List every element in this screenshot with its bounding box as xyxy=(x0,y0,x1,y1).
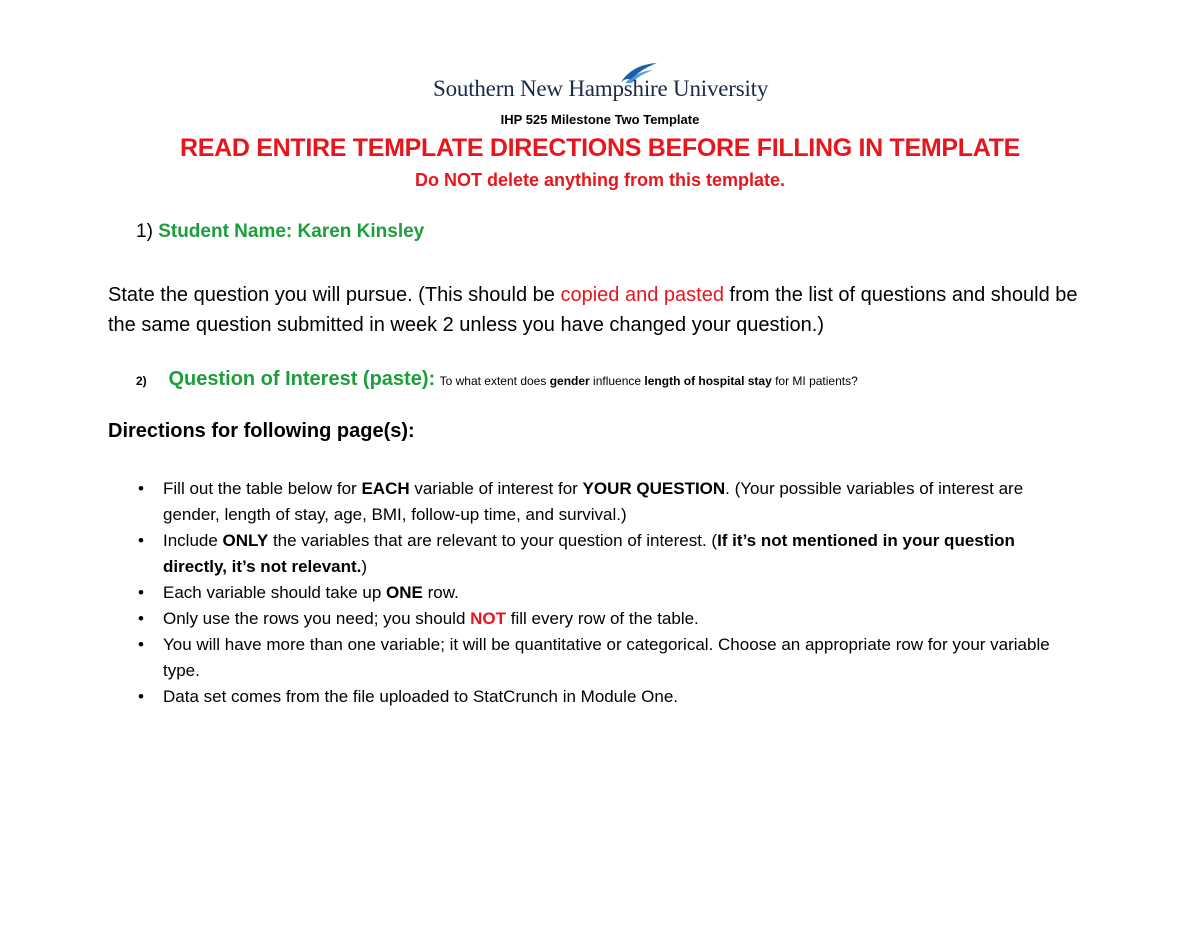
warning-subheading: Do NOT delete anything from this template. xyxy=(414,170,786,190)
list-text: Only use the rows you need; you should xyxy=(163,609,471,628)
question-text-bold: length of hospital stay xyxy=(644,374,772,388)
list-item xyxy=(135,606,1075,632)
bullet-icon: • xyxy=(138,479,144,498)
list-text: Include xyxy=(163,531,223,550)
list-item xyxy=(135,684,1075,710)
list-text: . (Your possible variables of interest are gender, length of stay, age, BMI, follow-up time, and survival.) xyxy=(163,479,1024,524)
list-item xyxy=(135,632,1075,684)
question-text-part: for MI patients? xyxy=(771,374,858,388)
question-label: Question of Interest (paste): xyxy=(168,368,436,390)
list-text-bold: YOUR QUESTION xyxy=(582,479,726,498)
list-item xyxy=(135,580,1075,606)
instruction-text-end: from the list of questions and should be the same question submitted in week 2 unless you have changed your question.) xyxy=(108,284,1078,336)
question-text-part: To what extent does xyxy=(439,374,550,388)
student-name: Student Name: Karen Kinsley xyxy=(158,221,425,242)
bullet-icon: • xyxy=(138,583,144,602)
list-text: Fill out the table below for xyxy=(163,479,362,498)
list-text-bold: If it’s not mentioned in your question directly, it’s not relevant. xyxy=(163,531,1015,576)
list-text: the variables that are relevant to your question of interest. ( xyxy=(268,531,718,550)
list-text-red: NOT xyxy=(470,609,507,628)
bullet-icon: • xyxy=(138,609,144,628)
template-title: IHP 525 Milestone Two Template xyxy=(500,112,700,127)
instruction-text: State the question you will pursue. (This should be xyxy=(108,284,561,306)
question-text-bold: gender xyxy=(549,374,590,388)
question-text xyxy=(440,374,858,388)
warning-heading: READ ENTIRE TEMPLATE DIRECTIONS BEFORE FILLING IN TEMPLATE xyxy=(179,134,1020,162)
list-item xyxy=(135,528,1075,580)
student-name-row xyxy=(136,221,424,243)
list-item xyxy=(135,476,1075,528)
list-text-bold: EACH xyxy=(361,479,410,498)
question-instructions xyxy=(108,280,1108,340)
student-number: 1) xyxy=(136,221,153,242)
directions-list xyxy=(135,476,1075,710)
list-text: You will have more than one variable; it will be quantitative or categorical. Choose an appropriate row for your variable type. xyxy=(163,635,1050,680)
bullet-icon: • xyxy=(138,531,144,550)
list-text-bold: ONLY xyxy=(222,531,269,550)
bullet-icon: • xyxy=(138,635,144,654)
instruction-highlight: copied and pasted xyxy=(560,284,724,306)
list-text: row. xyxy=(422,583,459,602)
directions-heading: Directions for following page(s): xyxy=(108,420,415,442)
list-text: fill every row of the table. xyxy=(506,609,699,628)
question-text-part: influence xyxy=(589,374,645,388)
list-text: Each variable should take up xyxy=(163,583,387,602)
list-text: variable of interest for xyxy=(409,479,583,498)
list-text-bold: ONE xyxy=(386,583,423,602)
question-number: 2) xyxy=(136,374,147,388)
list-text: ) xyxy=(361,557,368,576)
logo-wordmark: Southern New Hampshire University xyxy=(433,76,769,101)
question-of-interest-row xyxy=(136,368,858,391)
bullet-icon: • xyxy=(138,687,144,706)
list-text: Data set comes from the file uploaded to StatCrunch in Module One. xyxy=(163,687,678,706)
snhu-logo xyxy=(433,62,768,104)
